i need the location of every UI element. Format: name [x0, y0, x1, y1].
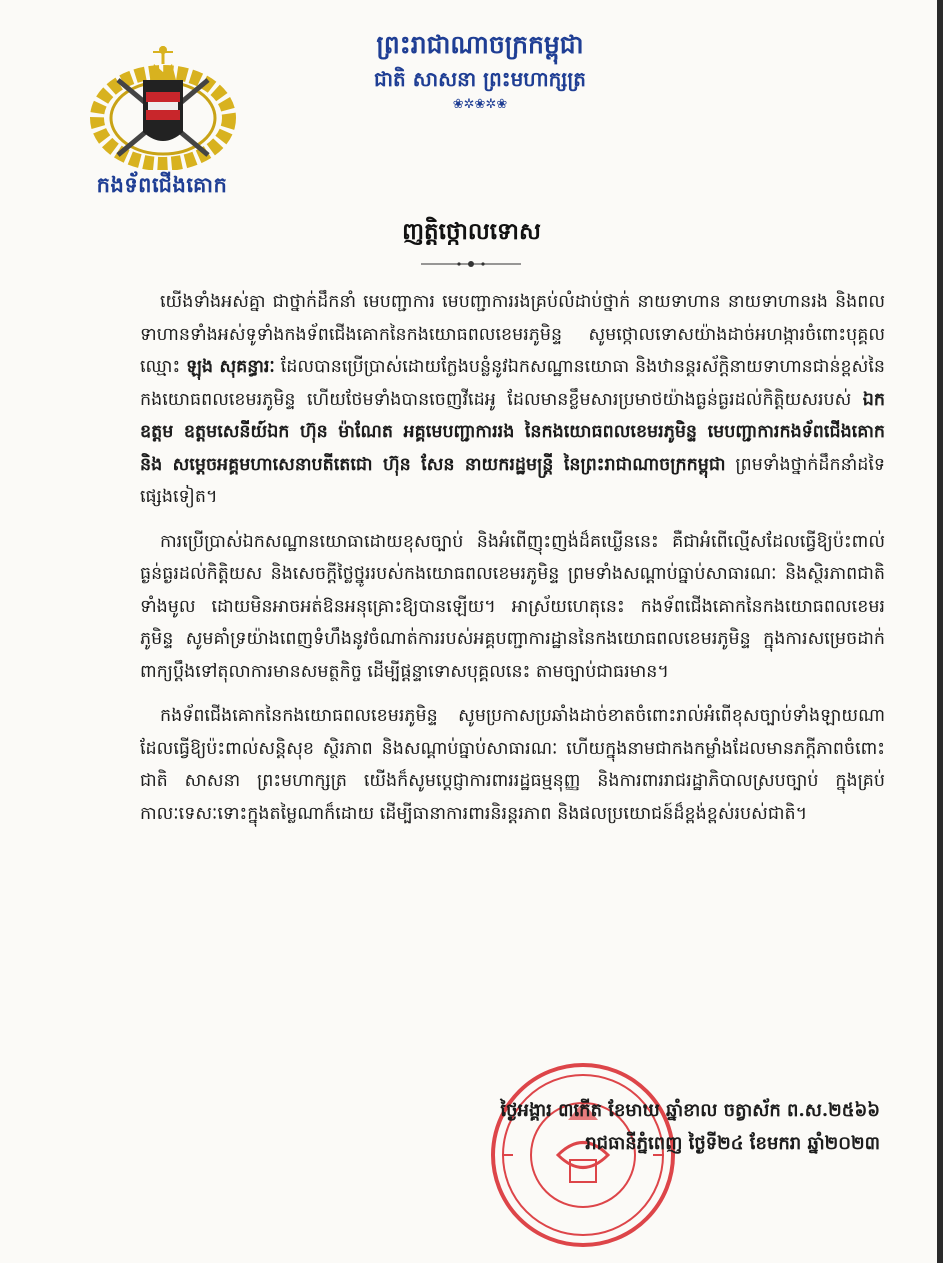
paragraph-1-part-a: យើងទាំងអស់គ្នា ជាថ្នាក់ដឹកនាំ មេបញ្ជាការ មេបញ្ជាការរងគ្រប់លំដាប់ថ្នាក់ នាយទាហាន នាយទាហានរង និងពលទាហានទាំងអស់ទូទាំងកងទ័ពជើងគោកនៃកងយោធពលខេមរភូមិន្ទ សូមថ្កោលទោសយ៉ាងដាច់អហង្ការចំពោះបុគ្គលឈ្មោះ: [140, 292, 885, 377]
paragraph-1-part-c: ព្រមទាំងថ្នាក់ដឹកនាំដទៃផ្សេងទៀត។: [140, 454, 885, 507]
document-title: ញត្តិថ្កោលទោស: [402, 219, 541, 245]
header-ornament: ❀✲❀✲❀: [452, 97, 508, 112]
army-emblem-icon: [88, 40, 238, 170]
paragraph-2: ការប្រើប្រាស់ឯកសណ្ឋានយោធាដោយខុសច្បាប់ និងអំពើញុះញង់ដ៏គឃ្លើននេះ គឺជាអំពើល្មើសដែលធ្វើឱ្យប៉ះពាល់ធ្ងន់ធ្ងរដល់កិត្តិយស និងសេចក្តីថ្លៃថ្នូររបស់កងយោធពលខេមរភូមិន្ទ ព្រមទាំងសណ្តាប់ធ្នាប់សាធារណៈ និងស្ថិរភាពជាតិទាំងមូល ដោយមិនអាចអត់ឱនអនុគ្រោះឱ្យបានឡើយ។ អាស្រ័យហេតុនេះ កងទ័ពជើងគោកនៃកងយោធពលខេមរភូមិន្ទ សូមគាំទ្រយ៉ាងពេញទំហឹងនូវចំណាត់ការរបស់អគ្គបញ្ជាការដ្ឋាននៃកងយោធពលខេមរភូមិន្ទ ក្នុងការសម្រេចដាក់ពាក្យប្តឹងទៅតុលាការមានសមត្ថកិច្ច ដើម្បីផ្តន្ទាទោសបុគ្គលនេះ តាមច្បាប់ជាធរមាន។: [140, 531, 885, 682]
date-block: [360, 1094, 880, 1160]
document-body: [140, 286, 885, 842]
paragraph-3: កងទ័ពជើងគោកនៃកងយោធពលខេមរភូមិន្ទ សូមប្រកាសប្រឆាំងដាច់ខាតចំពោះរាល់អំពើខុសច្បាប់ទាំងឡាយណា ដែលធ្វើឱ្យប៉ះពាល់សន្តិសុខ ស្ថិរភាព និងសណ្តាប់ធ្នាប់សាធារណៈ ហើយក្នុងនាមជាកងកម្លាំងដែលមានភក្តីភាពចំពោះ ជាតិ សាសនា ព្រះមហាក្សត្រ យើងក៏សូមប្តេជ្ញាការពាររដ្ឋធម្មនុញ្ញ និងការពាររាជរដ្ឋាភិបាលស្របច្បាប់ ក្នុងគ្រប់កាលៈទេសៈទោះក្នុងតម្លៃណាក៏ដោយ ដើម្បីធានាការពារនិរន្តរភាព និងផលប្រយោជន៍ដ៏ខ្ពង់ខ្ពស់របស់ជាតិ។: [140, 706, 885, 824]
paragraph-1-part-b: ដែលបានប្រើប្រាស់ដោយក្លែងបន្លំនូវឯកសណ្ឋានយោធា និងឋានន្តរស័ក្តិនាយទាហានជាន់ខ្ពស់នៃកងយោធពលខេមរភូមិន្ទ ហើយថែមទាំងបានចេញវីដេអូ ដែលមានខ្លឹមសារប្រមាថយ៉ាងធ្ងន់ធ្ងរដល់កិត្តិយសរបស់: [140, 357, 885, 410]
unit-name: កងទ័ពជើងគោក: [96, 173, 228, 197]
officials-named: ឯកឧត្តម ឧត្តមសេនីយ៍ឯក ហ៊ុន ម៉ាណែត អគ្គមេបញ្ជាការរង នៃកងយោធពលខេមរភូមិន្ទ មេបញ្ជាការកងទ័ពជើងគោក និង សម្តេចអគ្គមហាសេនាបតីតេជោ ហ៊ុន សែន នាយករដ្ឋមន្ត្រី នៃព្រះរាជាណាចក្រកម្ពុជា: [140, 389, 885, 475]
paragraph-1: [140, 286, 885, 514]
accused-name: ឡុង សុគន្ធារៈ: [186, 357, 275, 377]
lunar-date: ថ្ងៃអង្គារ ៣កើត ខែមាឃ ឆ្នាំខាល ចត្វាស័ក ព.ស.២៥៦៦: [500, 1100, 880, 1121]
document-header: [320, 28, 640, 114]
kingdom-title: ព្រះរាជាណាចក្រកម្ពុជា: [376, 30, 584, 59]
title-divider-icon: [421, 258, 521, 270]
national-motto: ជាតិ សាសនា ព្រះមហាក្សត្រ: [374, 67, 586, 91]
solar-date: រាជធានីភ្នំពេញ ថ្ងៃទី២៤ ខែមករា ឆ្នាំ២០២៣: [585, 1133, 880, 1154]
